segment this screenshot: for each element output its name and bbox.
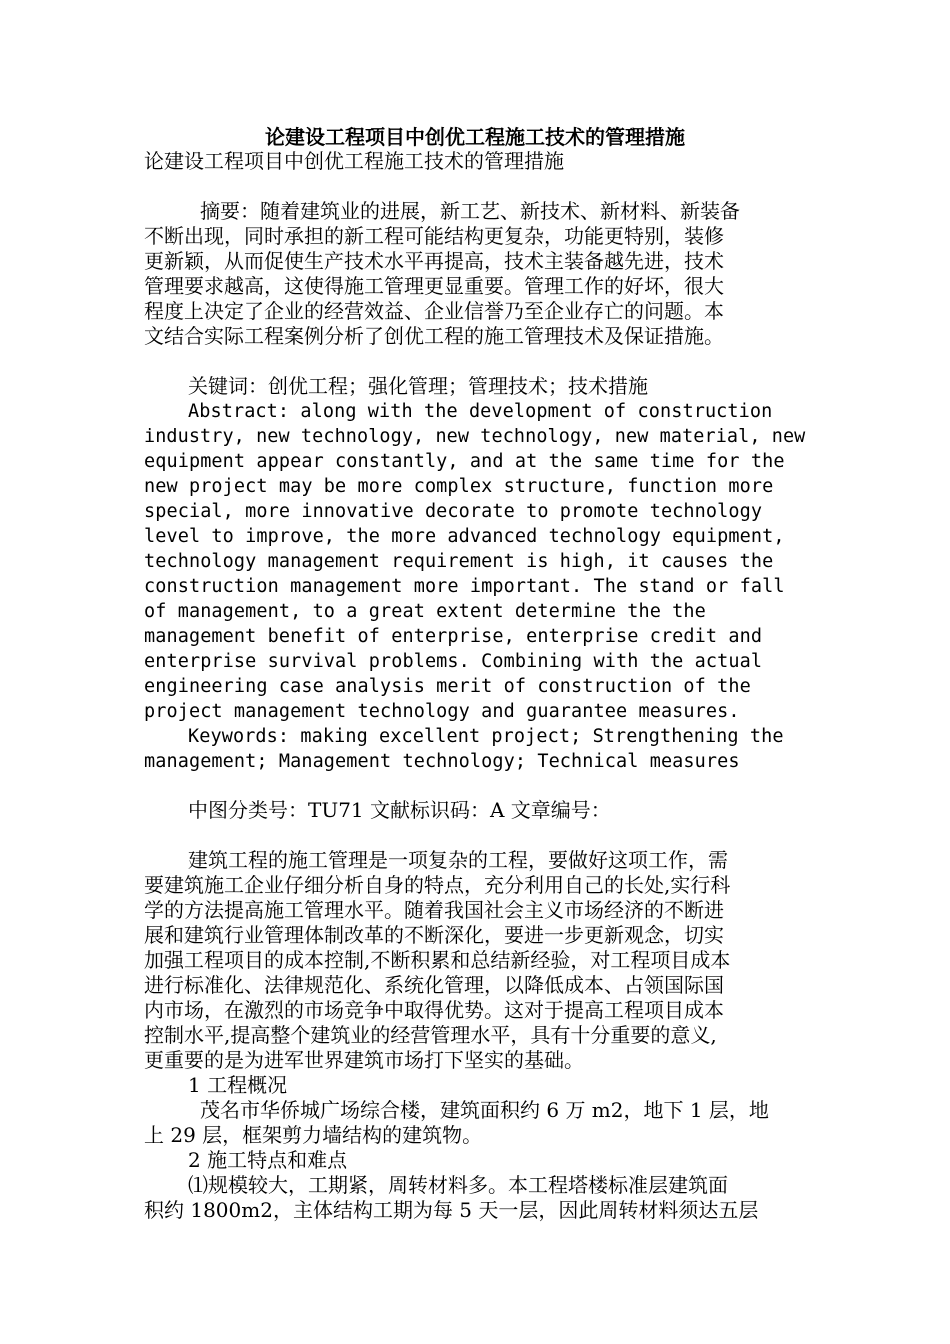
abstract-en-line: of management, to a great extent determine the the [144, 601, 706, 622]
abstract-cn-line: 文结合实际工程案例分析了创优工程的施工管理技术及保证措施。 [144, 324, 724, 348]
section1-line: 上 29 层，框架剪力墙结构的建筑物。 [144, 1123, 483, 1147]
abstract-en-line: Abstract: along with the development of construction [188, 401, 773, 422]
abstract-en-line: project management technology and guarantee measures. [144, 701, 740, 722]
abstract-cn-line: 管理要求越高，这使得施工管理更显重要。管理工作的好坏，很大 [144, 274, 724, 298]
abstract-cn-line: 程度上决定了企业的经营效益、企业信誉乃至企业存亡的问题。本 [144, 299, 724, 323]
intro-line: 展和建筑行业管理体制改革的不断深化，要进一步更新观念，切实 [144, 923, 724, 947]
abstract-en-line: construction management more important. The stand or fall [144, 576, 785, 597]
abstract-en-line: level to improve, the more advanced technology equipment, [144, 526, 785, 547]
intro-line: 加强工程项目的成本控制,不断积累和总结新经验，对工程项目成本 [144, 948, 731, 972]
classification-line: 中图分类号：TU71 文献标识码：A 文章编号： [188, 798, 611, 822]
section2-line: 积约 1800m2，主体结构工期为每 5 天一层，因此周转材料须达五层 [144, 1198, 759, 1222]
intro-line: 控制水平,提高整个建筑业的经营管理水平，具有十分重要的意义, [144, 1023, 717, 1047]
abstract-en-line: industry, new technology, new technology, new material, new [144, 426, 806, 447]
abstract-en-line: new project may be more complex structure, function more [144, 476, 774, 497]
abstract-cn-line: 不断出现，同时承担的新工程可能结构更复杂，功能更特别，装修 [144, 224, 724, 248]
abstract-en-line: engineering case analysis merit of construction of the [144, 676, 751, 697]
abstract-en-line: enterprise survival problems. Combining with the actual [144, 651, 763, 672]
intro-line: 内市场，在激烈的市场竞争中取得优势。这对于提高工程项目成本 [144, 998, 724, 1022]
keywords-en-line: Keywords: making excellent project; Strengthening the [188, 726, 784, 747]
section-heading: 2 施工特点和难点 [188, 1148, 348, 1172]
abstract-en-line: special, more innovative decorate to promote technology [144, 501, 763, 522]
document-subtitle: 论建设工程项目中创优工程施工技术的管理措施 [144, 149, 564, 173]
keywords-en-line: management; Management technology; Technical measures [144, 751, 740, 772]
abstract-en-line: equipment appear constantly, and at the same time for the [144, 451, 785, 472]
abstract-en-line: management benefit of enterprise, enterprise credit and [144, 626, 763, 647]
intro-line: 进行标准化、法律规范化、系统化管理，以降低成本、占领国际国 [144, 973, 724, 997]
intro-line: 建筑工程的施工管理是一项复杂的工程，要做好这项工作，需 [188, 848, 728, 872]
intro-line: 要建筑施工企业仔细分析自身的特点，充分利用自己的长处,实行科 [144, 873, 731, 897]
abstract-cn-line: 摘要：随着建筑业的进展，新工艺、新技术、新材料、新装备 [200, 199, 740, 223]
section2-line: ⑴规模较大，工期紧，周转材料多。本工程塔楼标准层建筑面 [188, 1173, 728, 1197]
keywords-cn: 关键词：创优工程；强化管理；管理技术；技术措施 [188, 374, 648, 398]
section-heading: 1 工程概况 [188, 1073, 288, 1097]
abstract-en-line: technology management requirement is high, it causes the [144, 551, 774, 572]
abstract-cn-line: 更新颖，从而促使生产技术水平再提高，技术主装备越先进，技术 [144, 249, 724, 273]
section1-line: 茂名市华侨城广场综合楼，建筑面积约 6 万 m2，地下 1 层，地 [200, 1098, 769, 1122]
document-title: 论建设工程项目中创优工程施工技术的管理措施 [265, 125, 685, 149]
intro-line: 更重要的是为进军世界建筑市场打下坚实的基础。 [144, 1048, 584, 1072]
intro-line: 学的方法提高施工管理水平。随着我国社会主义市场经济的不断进 [144, 898, 724, 922]
